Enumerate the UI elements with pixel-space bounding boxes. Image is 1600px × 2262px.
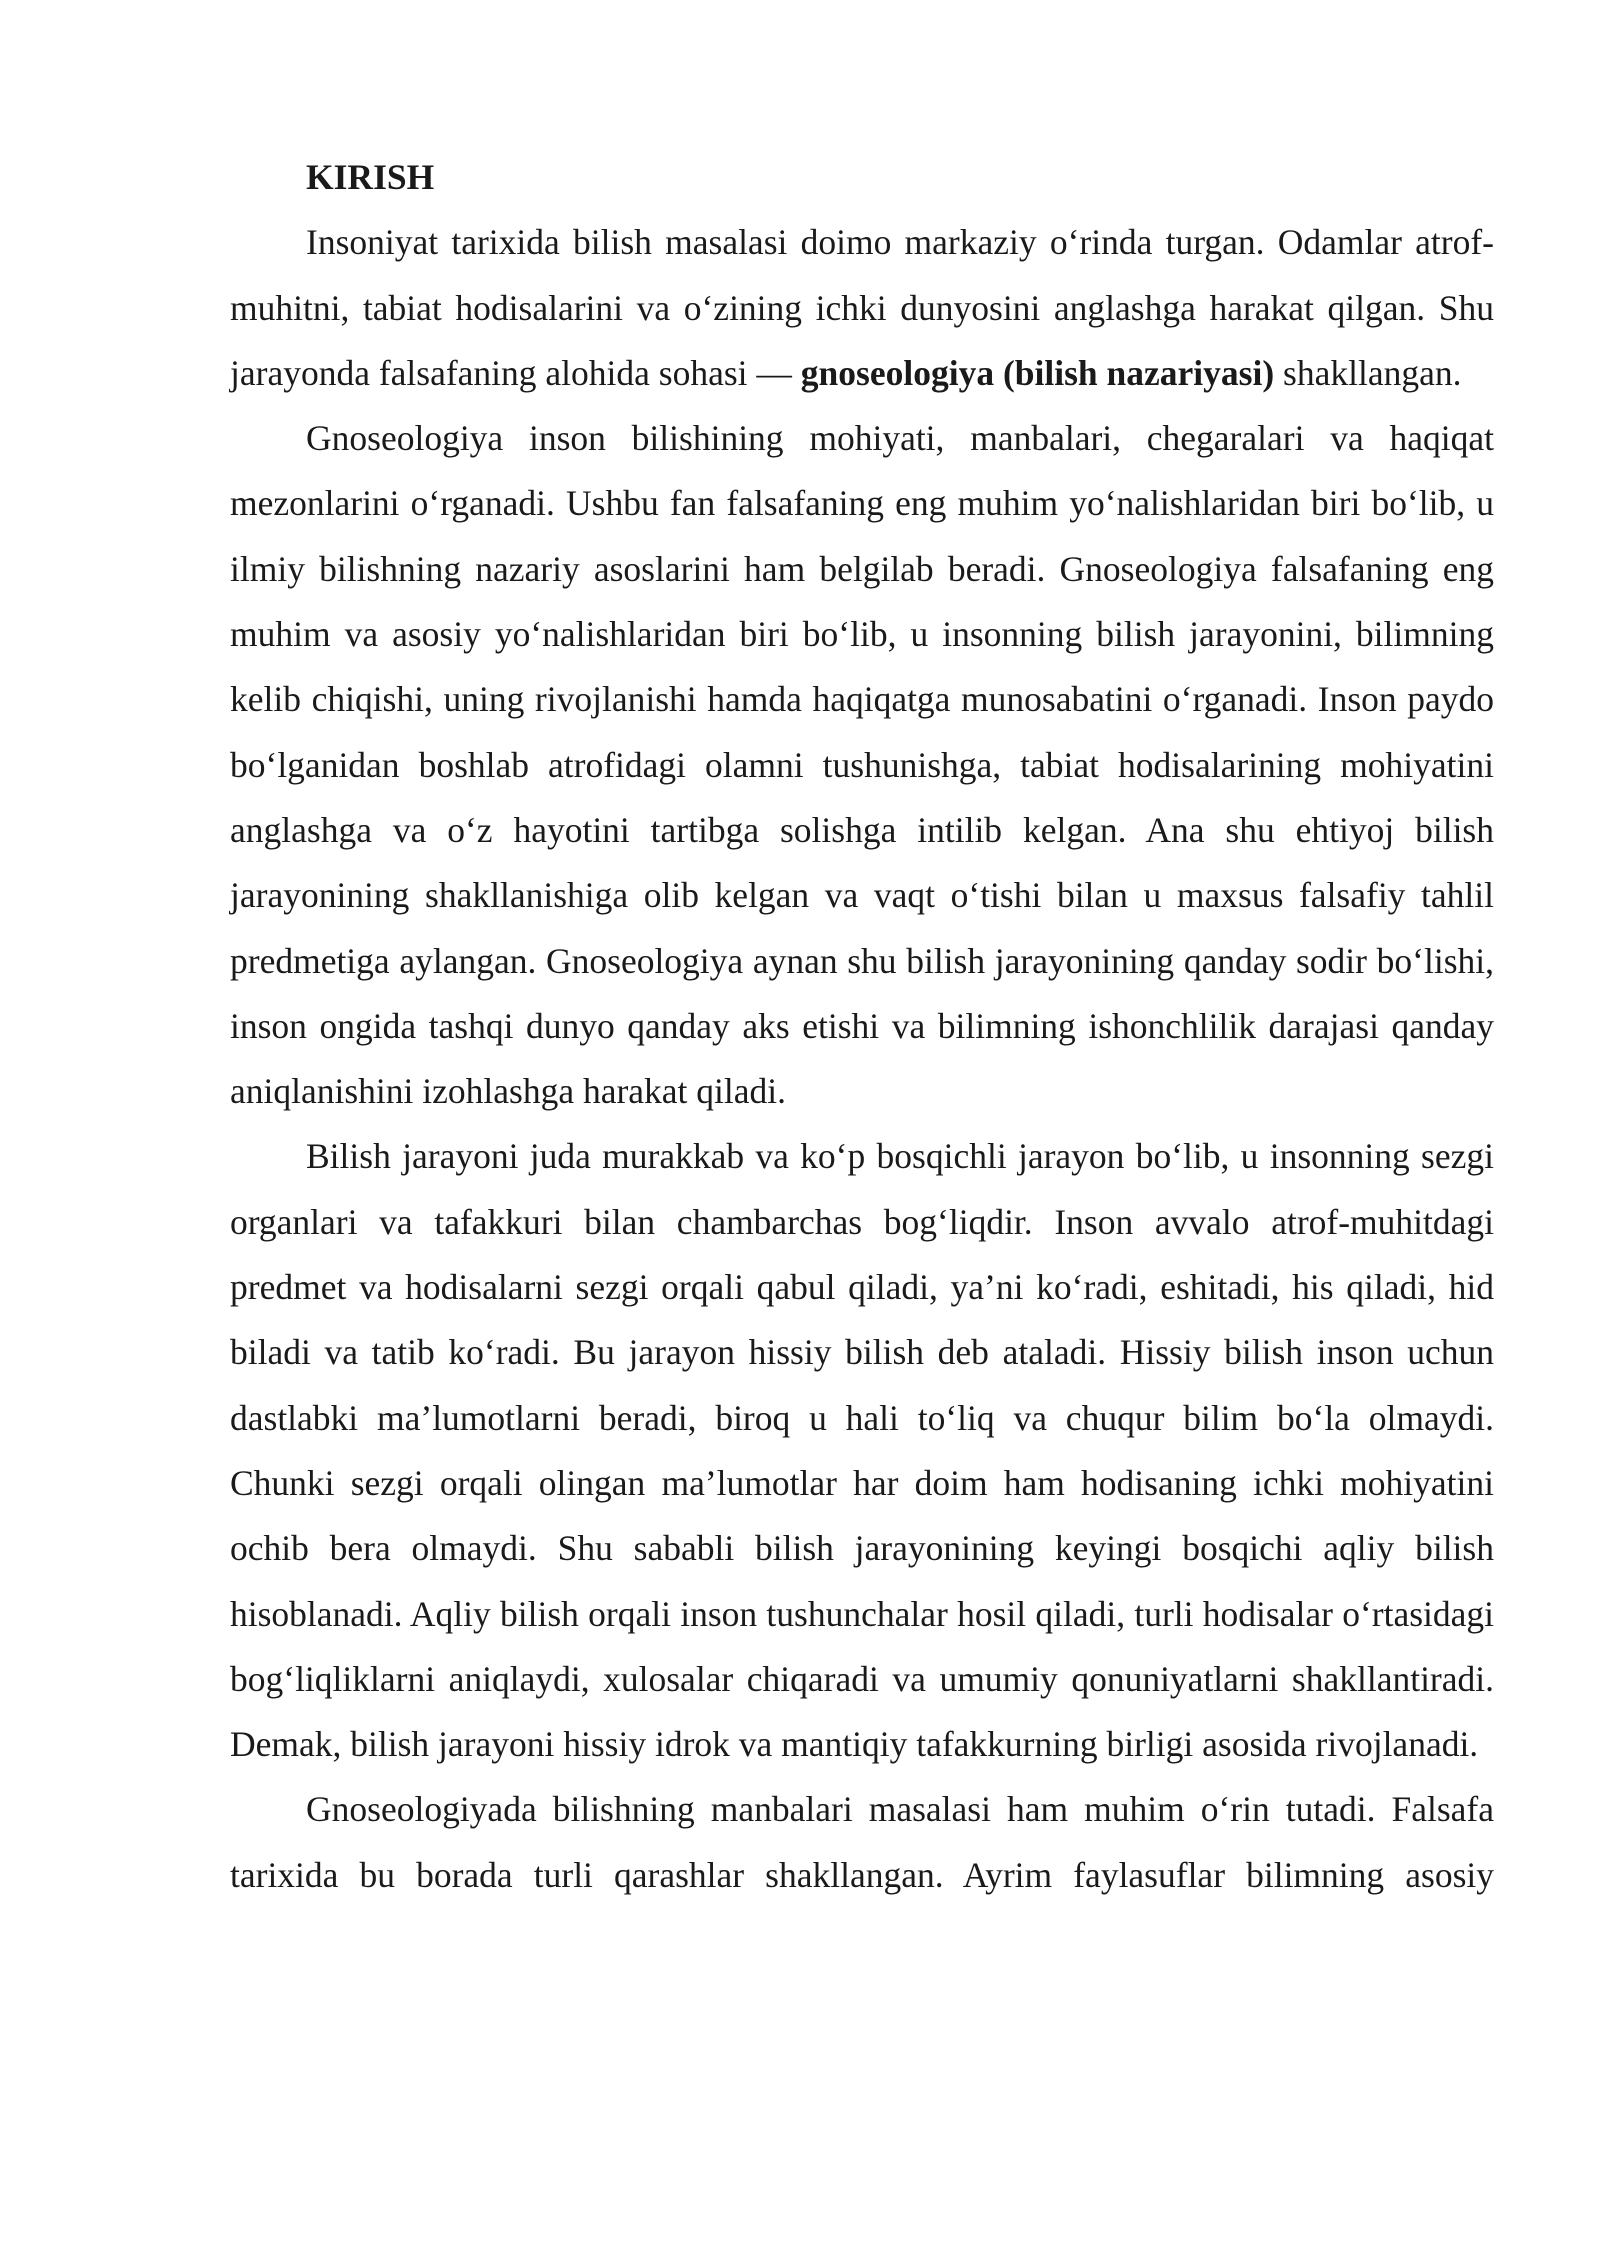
paragraph-gnoseology: Gnoseologiya inson bilishining mohiyati, manbalari, chegaralari va haqiqat mezonlarini o‘rganadi. Ushbu fan falsafaning eng muhim yo‘nalishlaridan biri bo‘lib, u ilmiy bilishning nazariy asoslarini ham belgilab beradi. Gnoseologiya falsafaning eng muhim va asosiy yo‘nalishlaridan biri bo‘lib, u insonning bilish jarayonini, bilimning kelib chiqishi, uning rivojlanishi hamda haqiqatga munosabatini o‘rganadi. Inson paydo bo‘lganidan boshlab atrofidagi olamni tushunishga, tabiat hodisalarining mohiyatini anglashga va o‘z hayotini tartibga solishga intilib kelgan. Ana shu ehtiyoj bilish jarayonining shakllanishiga olib kelgan va vaqt o‘tishi bilan u maxsus falsafiy tahlil predmetiga aylangan. Gnoseologiya aynan shu bilish jarayonining qanday sodir bo‘lishi, inson ongida tashqi dunyo qanday aks etishi va bilimning ishonchlilik darajasi qanday aniqlanishini izohlashga harakat qiladi.	[230, 418, 1494, 1112]
paragraph-intro-text: Insoniyat tarixida bilish masalasi doimo markaziy o‘rinda turgan. Odamlar atrof-muhitni, tabiat hodisalarini va o‘zining ichki dunyosini anglashga harakat qilgan. Shu jarayonda falsafaning alohida sohasi —	[230, 222, 1494, 393]
paragraph-intro-bold-term: gnoseologiya (bilish nazariyasi)	[800, 352, 1275, 393]
paragraph-intro	[230, 210, 1494, 406]
paragraph-intro-tail: shakllangan.	[1274, 352, 1462, 393]
paragraph-cognition-process: Bilish jarayoni juda murakkab va ko‘p bosqichli jarayon bo‘lib, u insonning sezgi organlari va tafakkuri bilan chambarchas bog‘liqdir. Inson avvalo atrof-muhitdagi predmet va hodisalarni sezgi orqali qabul qiladi, ya’ni ko‘radi, eshitadi, his qiladi, hid biladi va tatib ko‘radi. Bu jarayon hissiy bilish deb ataladi. Hissiy bilish inson uchun dastlabki ma’lumotlarni beradi, biroq u hali to‘liq va chuqur bilim bo‘la olmaydi. Chunki sezgi orqali olingan ma’lumotlar har doim ham hodisaning ichki mohiyatini ochib bera olmaydi. Shu sababli bilish jarayonining keyingi bosqichi aqliy bilish hisoblanadi. Aqliy bilish orqali inson tushunchalar hosil qiladi, turli hodisalar o‘rtasidagi bog‘liqliklarni aniqlaydi, xulosalar chiqaradi va umumiy qonuniyatlarni shakllantiradi. Demak, bilish jarayoni hissiy idrok va mantiqiy tafakkurning birligi asosida rivojlanadi.	[230, 1136, 1494, 1765]
document-body	[230, 145, 1494, 1908]
section-heading: KIRISH	[306, 157, 435, 197]
paragraph-sources: Gnoseologiyada bilishning manbalari masalasi ham muhim o‘rin tutadi. Falsafa tarixida bu borada turli qarashlar shakllangan. Ayrim faylasuflar bilimning asosiy	[230, 1789, 1494, 1895]
